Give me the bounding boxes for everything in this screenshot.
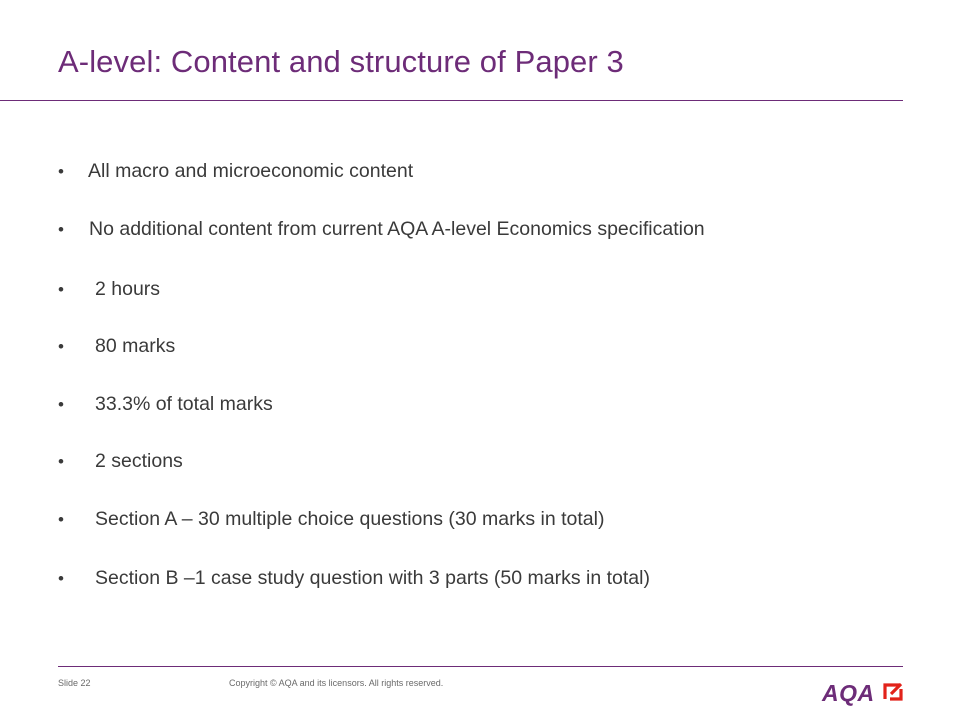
copyright-notice: Copyright © AQA and its licensors. All rights reserved. <box>229 678 444 688</box>
bullet-item <box>58 450 183 473</box>
bullet-text: No additional content from current AQA A-level Economics specification <box>89 218 705 240</box>
bullet-item <box>58 218 705 241</box>
bullet-item <box>58 393 273 416</box>
bullet-icon: • <box>58 337 64 356</box>
bullet-icon: • <box>58 569 64 588</box>
bullet-text: 2 hours <box>95 278 161 300</box>
bullet-item <box>58 160 413 183</box>
bullet-item <box>58 278 160 301</box>
bullet-icon: • <box>58 395 64 414</box>
bullet-icon: • <box>58 280 64 299</box>
slide-number: Slide 22 <box>58 678 91 688</box>
bullet-icon: • <box>58 452 64 471</box>
aqa-logo-mark-icon <box>882 680 904 702</box>
slide-title: A-level: Content and structure of Paper 3 <box>58 44 624 79</box>
bullet-item <box>58 508 604 531</box>
bullet-text: Section A – 30 multiple choice questions (30 marks in total) <box>95 508 605 530</box>
bullet-icon: • <box>58 162 64 181</box>
title-divider <box>0 100 903 101</box>
bullet-text: 33.3% of total marks <box>95 393 273 415</box>
bullet-item <box>58 335 175 358</box>
footer-divider <box>58 666 903 667</box>
aqa-logo <box>822 680 904 710</box>
bullet-text: Section B –1 case study question with 3 parts (50 marks in total) <box>95 567 650 589</box>
bullet-text: 2 sections <box>95 450 183 472</box>
bullet-icon: • <box>58 510 64 529</box>
bullet-text: All macro and microeconomic content <box>88 160 414 182</box>
bullet-item <box>58 567 650 590</box>
aqa-logo-text: AQA <box>822 680 875 706</box>
bullet-icon: • <box>58 220 64 239</box>
bullet-text: 80 marks <box>95 335 176 357</box>
